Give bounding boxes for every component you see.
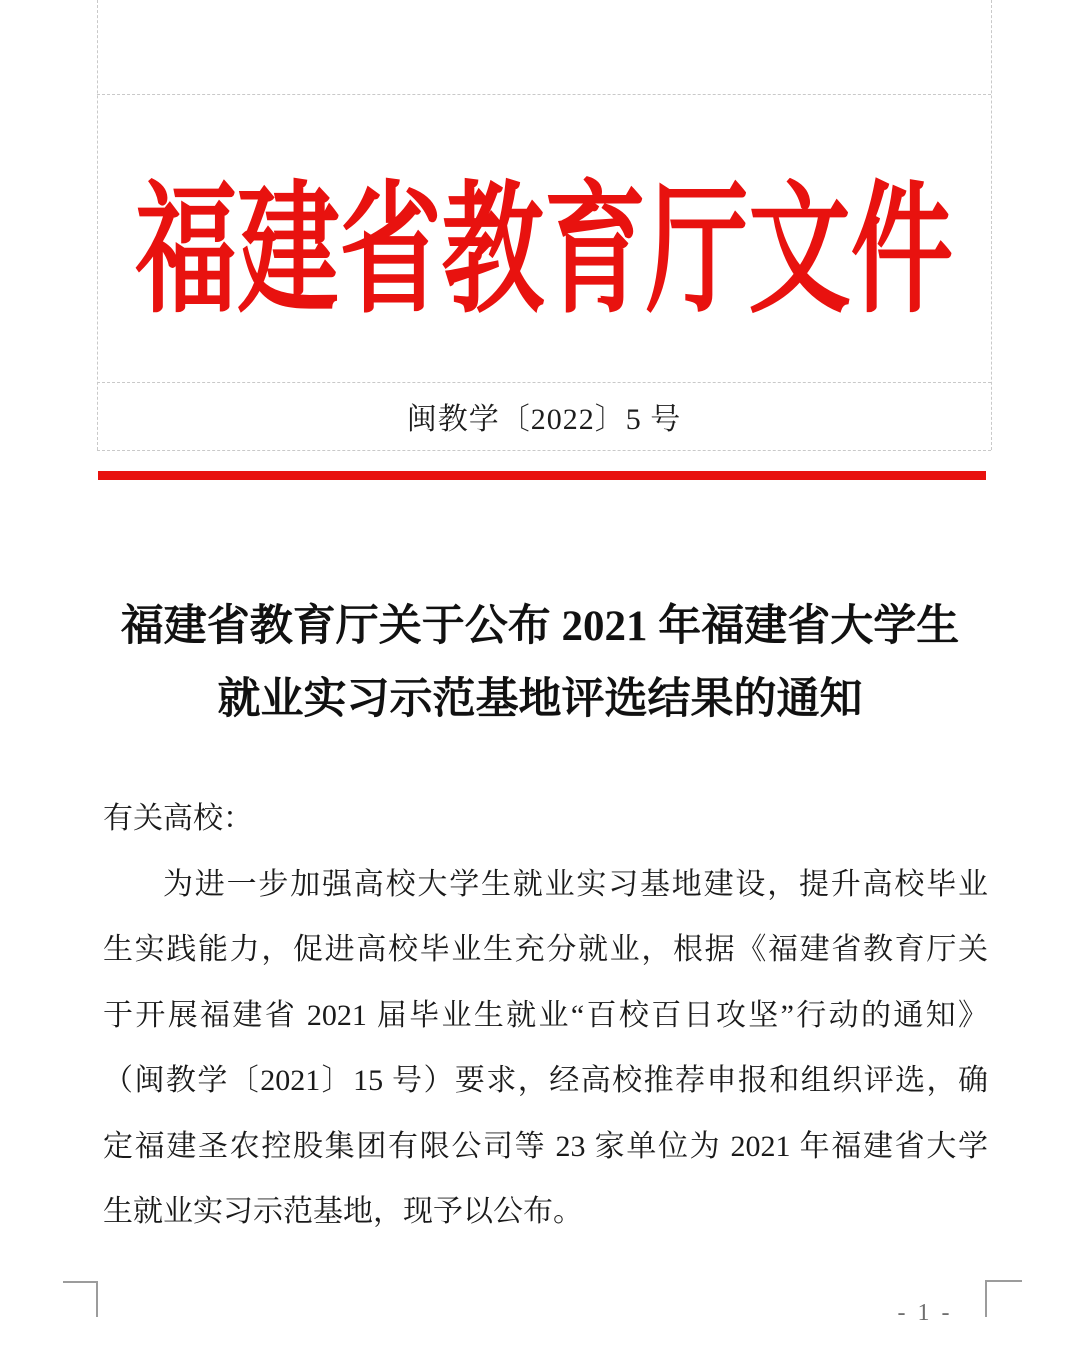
body-line: 生就业实习示范基地，现予以公布。	[103, 1195, 583, 1228]
letterhead-org-title: 福建省教育厅文件	[135, 172, 953, 330]
document-number: 闽教学〔2022〕5 号	[406, 403, 682, 436]
letterhead	[97, 94, 991, 382]
page-number: - 1 -	[897, 1300, 953, 1326]
crop-mark-bottom-right	[985, 1280, 1022, 1317]
body-line: 定福建圣农控股集团有限公司等 23 家单位为 2021 年福建省大学	[103, 1129, 988, 1163]
body-line: 于开展福建省 2021 届毕业生就业“百校百日攻坚”行动的通知》	[103, 998, 988, 1032]
document-number-row	[97, 382, 991, 450]
document-title	[0, 590, 1080, 736]
crop-mark-bottom-left	[63, 1281, 98, 1317]
body-line: （闽教学〔2021〕15 号）要求，经高校推荐申报和组织评选，确	[103, 1064, 988, 1097]
dashed-border-right	[991, 0, 992, 450]
body-line: 生实践能力，促进高校毕业生充分就业，根据《福建省教育厅关	[103, 933, 988, 966]
red-separator-rule	[98, 471, 986, 480]
document-title-line-1: 福建省教育厅关于公布 2021 年福建省大学生	[120, 603, 960, 650]
document-body	[103, 786, 988, 1245]
salutation: 有关高校：	[103, 802, 253, 835]
dashed-divider-bottom	[97, 450, 991, 451]
body-line: 为进一步加强高校大学生就业实习基地建设，提升高校毕业	[163, 867, 988, 901]
document-title-line-2: 就业实习示范基地评选结果的通知	[217, 676, 863, 723]
